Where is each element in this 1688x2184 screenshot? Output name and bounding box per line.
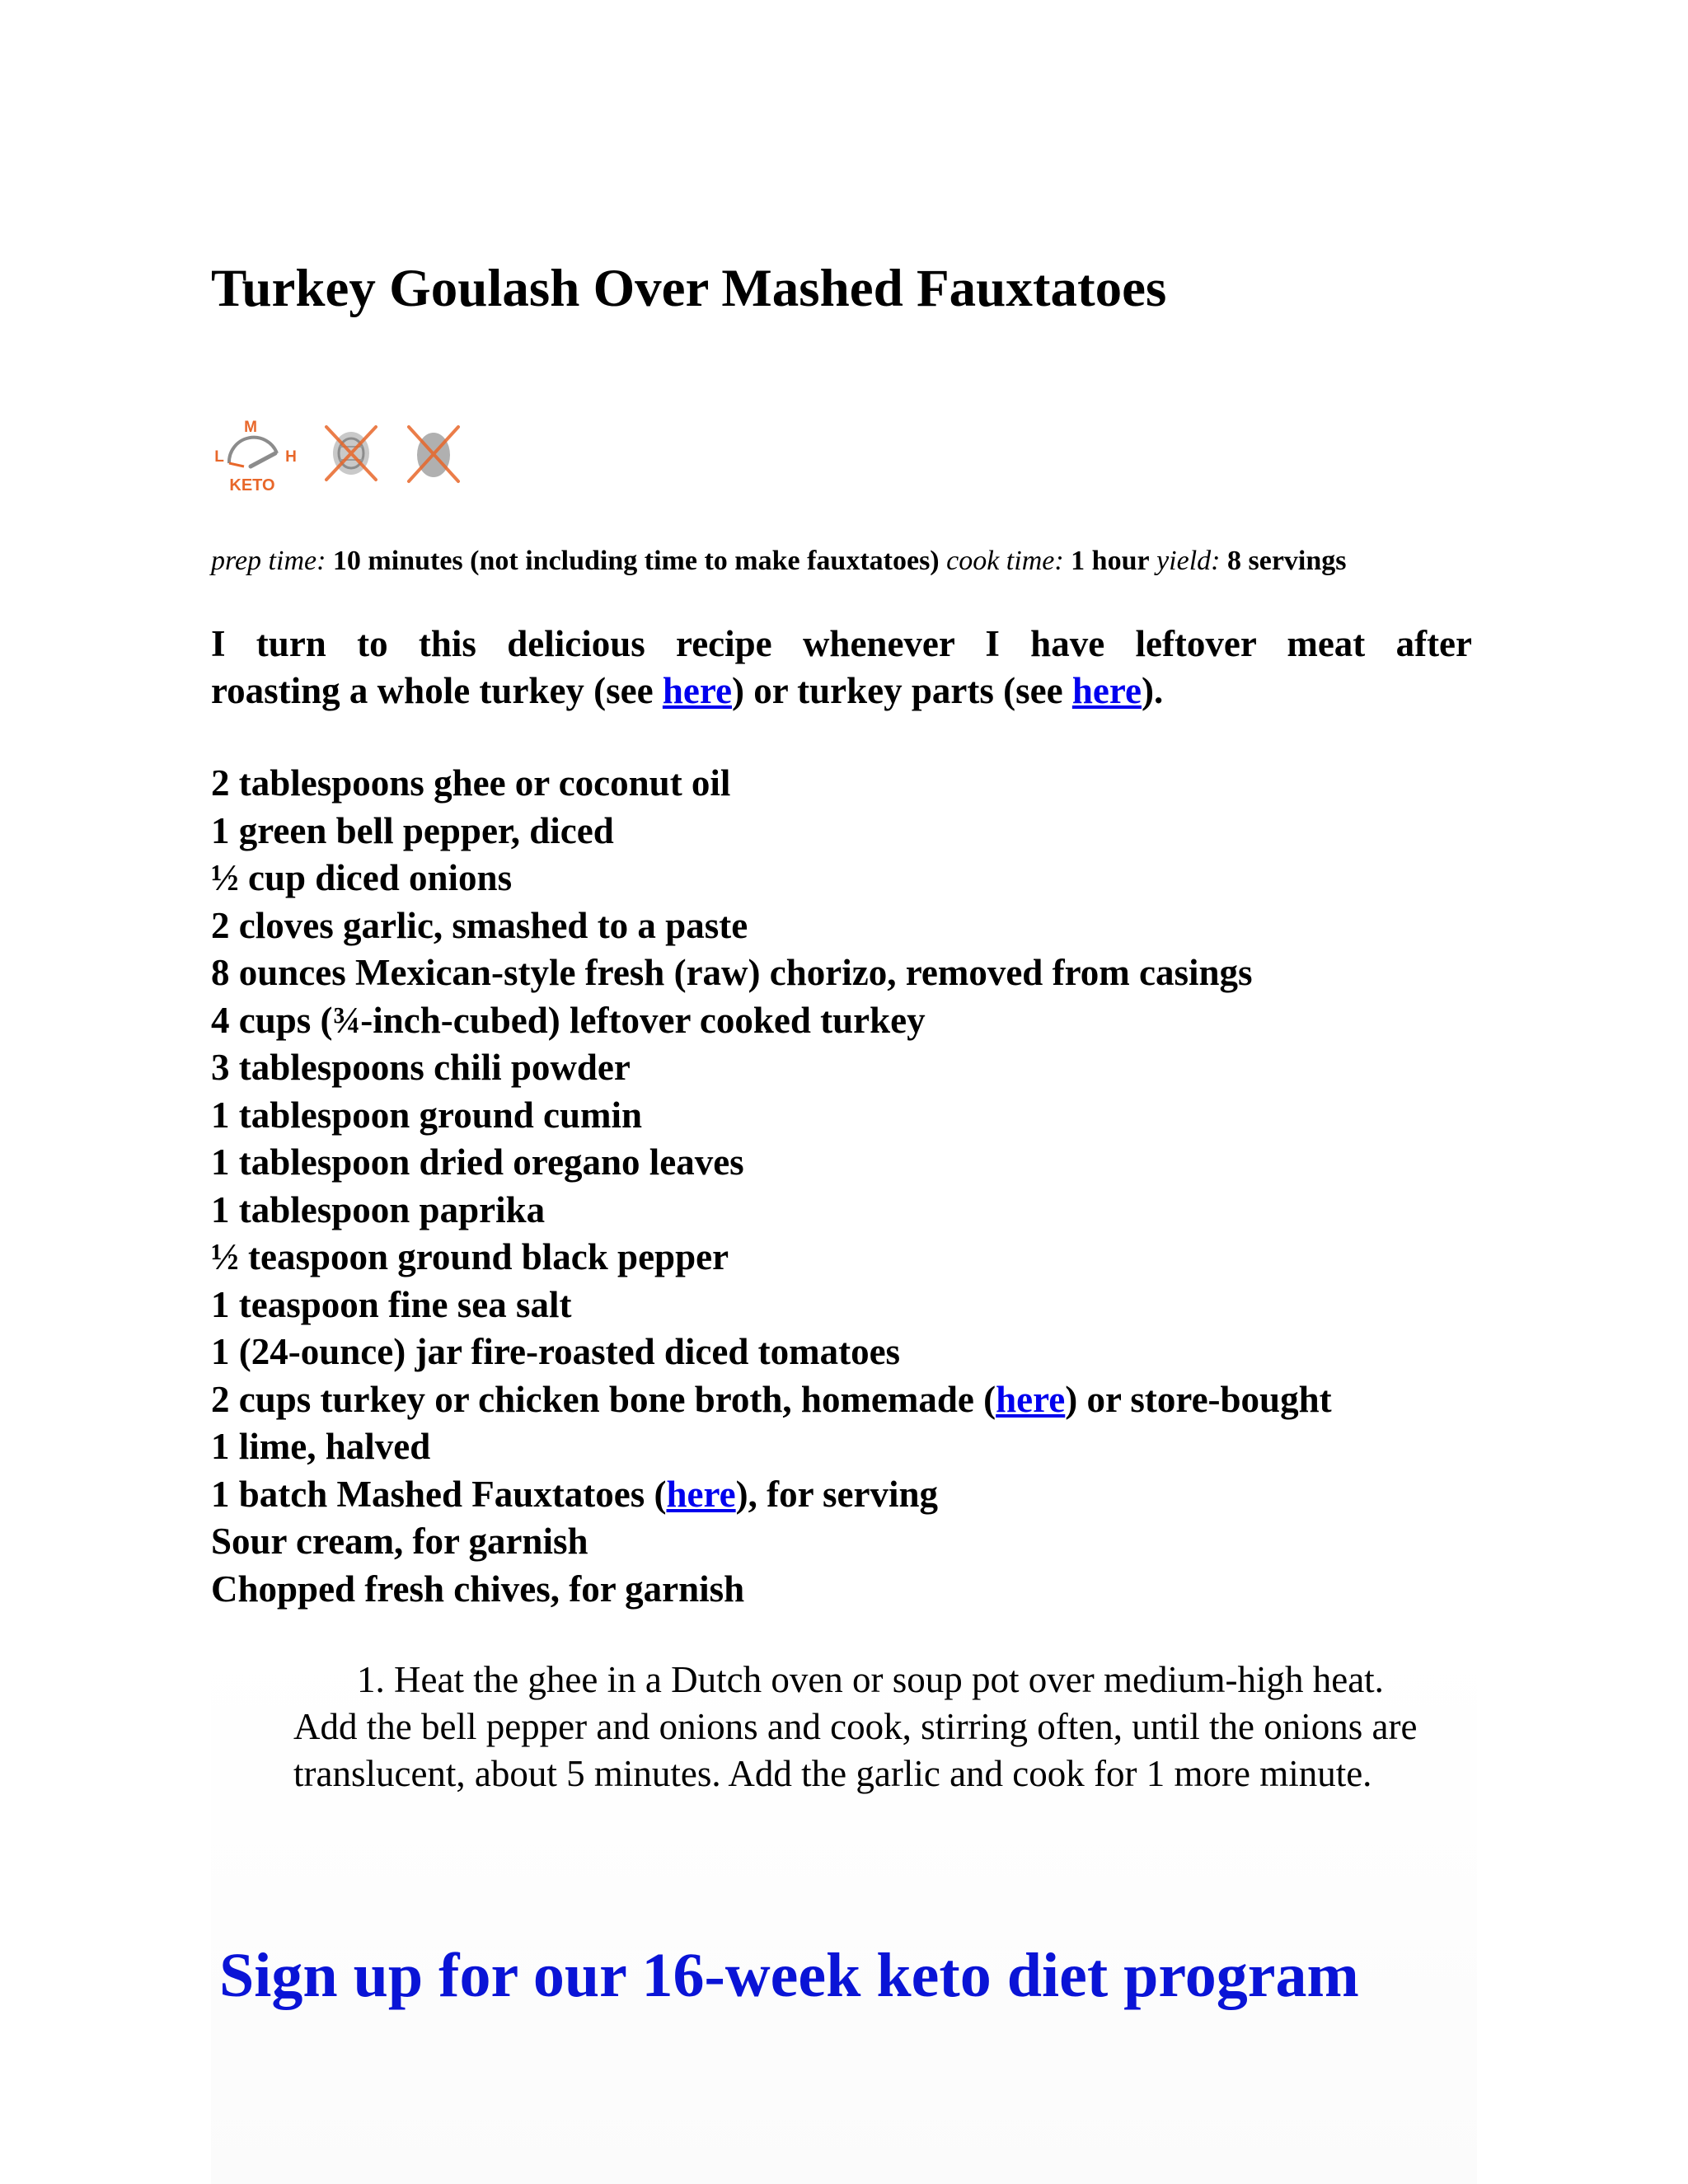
intro-part-1: roasting a whole turkey (see xyxy=(211,670,663,711)
ingredient-item: 1 tablespoon paprika xyxy=(211,1188,546,1230)
instructions-list xyxy=(293,1657,1447,1797)
prep-time-value: 10 minutes (not including time to make fauxtatoes) xyxy=(332,546,940,576)
mashed-fauxtatoes-link[interactable]: here xyxy=(666,1473,736,1515)
signup-cta[interactable] xyxy=(219,1937,1359,2015)
signup-cta-link[interactable]: Sign up for our 16-week keto diet program xyxy=(219,1941,1359,2010)
cook-time-label: cook time: xyxy=(946,546,1064,576)
ingredient-item: 1 teaspoon fine sea salt xyxy=(211,1283,572,1325)
egg-free-icon xyxy=(409,427,458,481)
recipe-intro xyxy=(211,621,1472,715)
keto-meter-h-label: H xyxy=(285,448,297,466)
intro-part-2: ) or turkey parts (see xyxy=(732,670,1072,711)
ingredient-item-fauxtatoes xyxy=(211,1471,1332,1519)
recipe-title: Turkey Goulash Over Mashed Fauxtatoes xyxy=(211,259,1167,318)
ingredient-item: 2 cloves garlic, smashed to a paste xyxy=(211,904,748,946)
ingredient-item: 1 tablespoon ground cumin xyxy=(211,1094,643,1136)
fauxtatoes-text-after: ), for serving xyxy=(735,1473,938,1515)
whole-turkey-link[interactable]: here xyxy=(662,670,733,711)
keto-meter-m-label: M xyxy=(244,419,257,436)
ingredient-item: 1 tablespoon dried oregano leaves xyxy=(211,1141,744,1183)
fauxtatoes-text-before: 1 batch Mashed Fauxtatoes ( xyxy=(211,1473,667,1515)
nut-free-icon xyxy=(326,427,376,480)
ingredient-item: 3 tablespoons chili powder xyxy=(211,1047,631,1088)
ingredients-list xyxy=(211,760,1332,1613)
yield-value: 8 servings xyxy=(1227,546,1347,576)
bone-broth-link[interactable]: here xyxy=(996,1378,1066,1420)
ingredient-item: ½ teaspoon ground black pepper xyxy=(211,1236,729,1277)
intro-line-1: I turn to this delicious recipe whenever I have leftover meat after xyxy=(211,623,1472,664)
ingredient-item: 8 ounces Mexican-style fresh (raw) chorizo, removed from casings xyxy=(211,952,1253,993)
ingredient-item: Chopped fresh chives, for garnish xyxy=(211,1568,745,1610)
keto-meter-needle xyxy=(251,453,275,466)
ingredient-item: 2 tablespoons ghee or coconut oil xyxy=(211,762,731,804)
keto-meter-icon xyxy=(214,419,297,494)
keto-meter-l-label: L xyxy=(214,448,224,466)
cook-time-value: 1 hour xyxy=(1071,546,1150,576)
step-text: Heat the ghee in a Dutch oven or soup pot over medium-high heat. Add the bell pepper and onions and cook, stirring often, until the onions are translucent, about 5 minutes. Add the garlic and cook for 1 more minute. xyxy=(293,1659,1418,1794)
ingredient-item: 4 cups (¾-inch-cubed) leftover cooked turkey xyxy=(211,999,926,1041)
ingredient-item: ½ cup diced onions xyxy=(211,857,513,898)
turkey-parts-link[interactable]: here xyxy=(1071,670,1142,711)
prep-time-label: prep time: xyxy=(211,546,326,576)
yield-label: yield: xyxy=(1156,546,1221,576)
ingredient-item-broth xyxy=(211,1376,1332,1424)
intro-part-3: ). xyxy=(1141,670,1164,711)
keto-meter-caption: KETO xyxy=(229,476,275,494)
recipe-meta xyxy=(211,544,1347,579)
ingredient-item: Sour cream, for garnish xyxy=(211,1521,588,1562)
ingredient-item: 1 green bell pepper, diced xyxy=(211,809,614,851)
broth-text-before: 2 cups turkey or chicken bone broth, homemade ( xyxy=(211,1378,996,1420)
diet-icons xyxy=(211,412,475,519)
keto-meter-arc xyxy=(229,438,277,463)
ingredient-item: 1 (24-ounce) jar fire-roasted diced tomatoes xyxy=(211,1331,901,1372)
broth-text-after: ) or store-bought xyxy=(1065,1378,1332,1420)
step-number: 1. xyxy=(357,1659,385,1700)
ingredient-item: 1 lime, halved xyxy=(211,1426,431,1467)
instruction-step xyxy=(293,1657,1447,1797)
